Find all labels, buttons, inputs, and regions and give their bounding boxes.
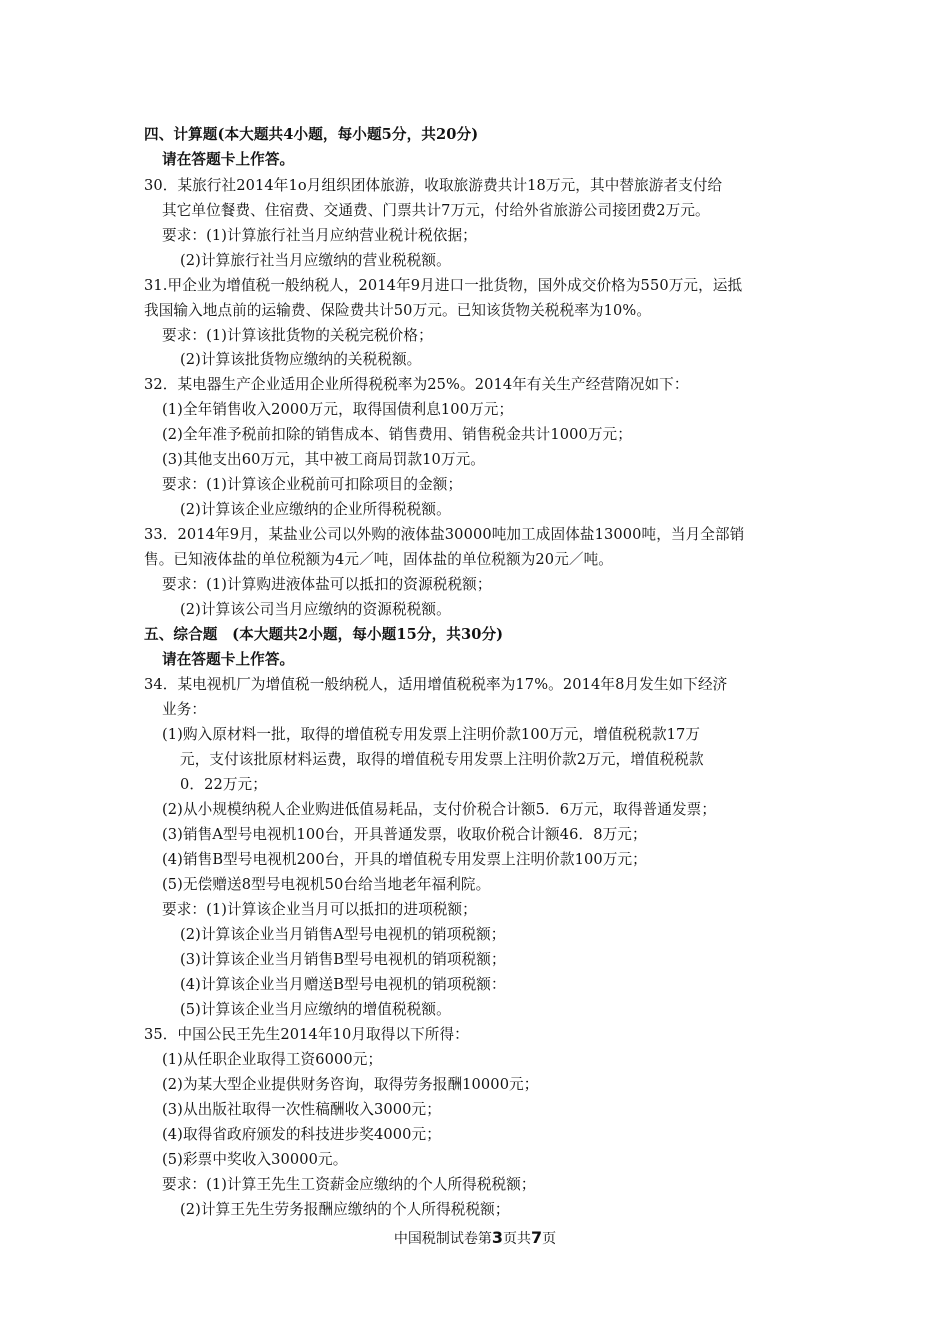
q30-requirement-1: 要求：(1)计算旅行社当月应纳营业税计税依据； — [162, 227, 477, 244]
q30-line-2: 其它单位餐费、住宿费、交通费、门票共计7万元，付给外省旅游公司接团费2万元。 — [162, 202, 710, 219]
q31-line-2: 我国输入地点前的运输费、保险费共计50万元。已知该货物关税税率为10%。 — [144, 302, 652, 319]
q31-line-1: 31.甲企业为增值税一般纳税人，2014年9月进口一批货物，国外成交价格为550万元，运抵 — [144, 277, 743, 294]
q34-item-3: (3)销售A型号电视机100台，开具普通发票，收取价税合计额46．8万元； — [162, 826, 647, 843]
footer-total-pages: 7 — [531, 1228, 543, 1247]
q35-item-4: (4)取得省政府颁发的科技进步奖4000元； — [162, 1126, 441, 1143]
q35-requirement-1: 要求：(1)计算王先生工资薪金应缴纳的个人所得税税额； — [162, 1176, 536, 1193]
footer-prefix: 中国税制试卷第 — [393, 1231, 492, 1247]
q34-item-1c: 0．22万元； — [180, 776, 267, 793]
section-4-title: 四、计算题(本大题共4小题，每小题5分，共20分) — [144, 126, 479, 143]
q34-requirement-3: (3)计算该企业当月销售B型号电视机的销项税额； — [180, 951, 506, 968]
q32-requirement-1: 要求：(1)计算该企业税前可扣除项目的金额； — [162, 476, 463, 493]
q30-requirement-2: (2)计算旅行社当月应缴纳的营业税税额。 — [180, 252, 451, 269]
q31-requirement-1: 要求：(1)计算该批货物的关税完税价格； — [162, 327, 433, 344]
q33-requirement-1: 要求：(1)计算购进液体盐可以抵扣的资源税税额； — [162, 576, 492, 593]
q33-line-2: 售。已知液体盐的单位税额为4元／吨，固体盐的单位税额为20元／吨。 — [144, 551, 613, 568]
section-5-title: 五、综合题 (本大题共2小题，每小题15分，共30分) — [144, 626, 504, 643]
q34-requirement-4: (4)计算该企业当月赠送B型号电视机的销项税额： — [180, 976, 506, 993]
q34-line-1: 34．某电视机厂为增值税一般纳税人，适用增值税税率为17%。2014年8月发生如下经济 — [144, 676, 728, 693]
q33-line-1: 33．2014年9月，某盐业公司以外购的液体盐30000吨加工成固体盐13000吨，当月全部销 — [144, 526, 745, 543]
q35-requirement-2: (2)计算王先生劳务报酬应缴纳的个人所得税税额； — [180, 1201, 510, 1218]
q32-item-1: (1)全年销售收入2000万元，取得国债利息100万元； — [162, 401, 514, 418]
q34-requirement-2: (2)计算该企业当月销售A型号电视机的销项税额； — [180, 926, 506, 943]
q34-item-1b: 元，支付该批原材料运费，取得的增值税专用发票上注明价款2万元，增值税税款 — [180, 751, 704, 768]
q34-line-2: 业务： — [162, 701, 207, 718]
q32-requirement-2: (2)计算该企业应缴纳的企业所得税税额。 — [180, 501, 451, 518]
q35-item-5: (5)彩票中奖收入30000元。 — [162, 1151, 348, 1168]
q34-item-2: (2)从小规模纳税人企业购进低值易耗品，支付价税合计额5．6万元，取得普通发票； — [162, 801, 717, 818]
q35-item-2: (2)为某大型企业提供财务咨询，取得劳务报酬10000元； — [162, 1076, 539, 1093]
q31-requirement-2: (2)计算该批货物应缴纳的关税税额。 — [180, 351, 422, 368]
q34-item-4: (4)销售B型号电视机200台，开具的增值税专用发票上注明价款100万元； — [162, 851, 647, 868]
q34-item-5: (5)无偿赠送8型号电视机50台给当地老年福利院。 — [162, 876, 491, 893]
footer-page-number: 3 — [491, 1228, 503, 1247]
page-footer — [0, 1229, 950, 1248]
q32-line-1: 32．某电器生产企业适用企业所得税税率为25%。2014年有关生产经营隋况如下： — [144, 376, 689, 393]
q32-item-3: (3)其他支出60万元，其中被工商局罚款10万元。 — [162, 451, 486, 468]
q30-line-1: 30．某旅行社2014年1o月组织团体旅游，收取旅游费共计18万元，其中替旅游者支付给 — [144, 177, 723, 194]
footer-middle: 页共 — [503, 1231, 531, 1247]
q34-requirement-1: 要求：(1)计算该企业当月可以抵扣的进项税额； — [162, 901, 477, 918]
q35-item-1: (1)从任职企业取得工资6000元； — [162, 1051, 383, 1068]
q34-requirement-5: (5)计算该企业当月应缴纳的增值税税额。 — [180, 1001, 451, 1018]
footer-suffix: 页 — [542, 1231, 557, 1247]
q33-requirement-2: (2)计算该公司当月应缴纳的资源税税额。 — [180, 601, 451, 618]
q32-item-2: (2)全年准予税前扣除的销售成本、销售费用、销售税金共计1000万元； — [162, 426, 632, 443]
section-5-instruction: 请在答题卡上作答。 — [162, 651, 295, 668]
q35-item-3: (3)从出版社取得一次性稿酬收入3000元； — [162, 1101, 441, 1118]
section-4-instruction: 请在答题卡上作答。 — [162, 151, 295, 168]
q34-item-1a: (1)购入原材料一批，取得的增值税专用发票上注明价款100万元，增值税税款17万 — [162, 726, 701, 743]
q35-line-1: 35．中国公民王先生2014年10月取得以下所得： — [144, 1026, 469, 1043]
